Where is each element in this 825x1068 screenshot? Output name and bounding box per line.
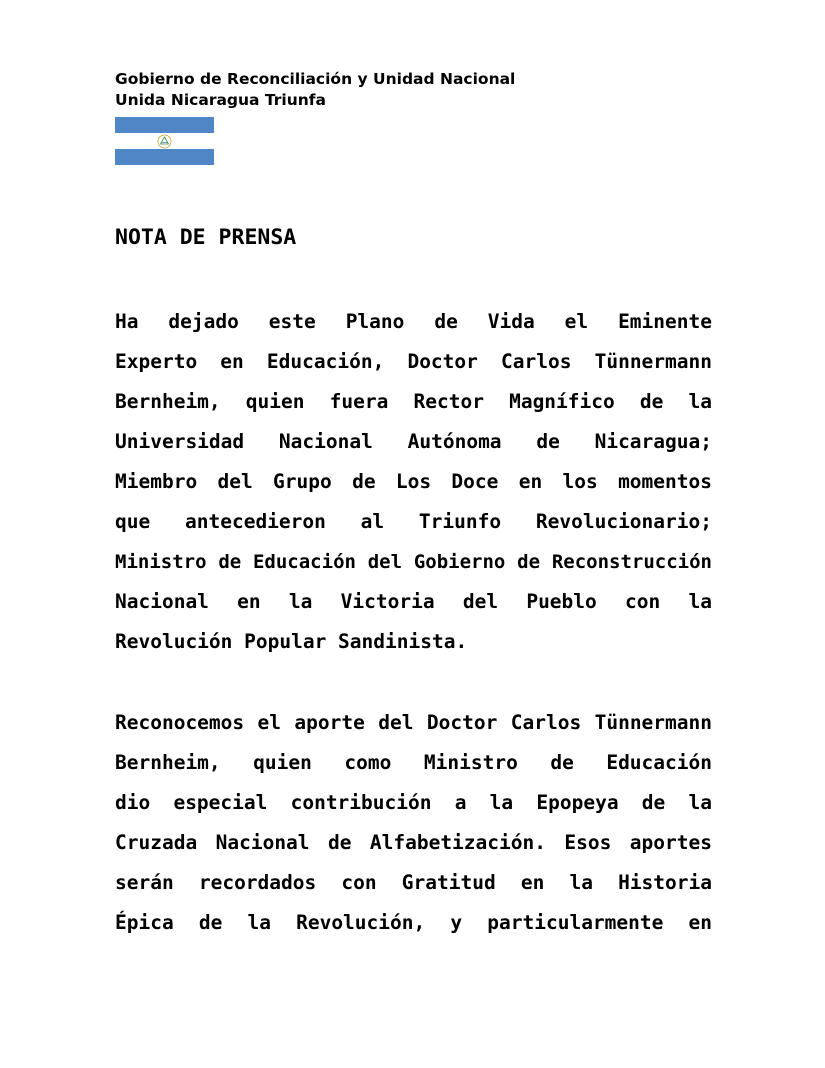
paragraph-line: Ministro de Educación del Gobierno de Reconstrucción bbox=[115, 551, 712, 573]
paragraph-line: que antecedieron al Triunfo Revolucionario; bbox=[115, 510, 712, 533]
flag-top-band bbox=[115, 117, 214, 133]
paragraph-line: Nacional en la Victoria del Pueblo con la bbox=[115, 590, 712, 613]
nicaragua-coat-of-arms-icon bbox=[157, 134, 172, 149]
document-header bbox=[115, 69, 515, 111]
nicaragua-flag-icon bbox=[115, 117, 214, 165]
paragraph-line: Miembro del Grupo de Los Doce en los momentos bbox=[115, 470, 712, 493]
paragraph-line: Experto en Educación, Doctor Carlos Tünnermann bbox=[115, 350, 712, 373]
paragraph-line: dio especial contribución a la Epopeya de la bbox=[115, 791, 712, 814]
paragraph-line: Bernheim, quien como Ministro de Educación bbox=[115, 751, 712, 774]
paragraph-line: Revolución Popular Sandinista. bbox=[115, 630, 468, 653]
paragraph-line: Universidad Nacional Autónoma de Nicaragua; bbox=[115, 430, 712, 453]
paragraph-line: Épica de la Revolución, y particularmente en bbox=[115, 911, 712, 934]
press-paragraph-1 bbox=[115, 302, 712, 662]
header-line-government: Gobierno de Reconciliación y Unidad Nacional bbox=[115, 70, 516, 88]
paragraph-line: Cruzada Nacional de Alfabetización. Esos aportes bbox=[115, 831, 712, 854]
paragraph-line: Ha dejado este Plano de Vida el Eminente bbox=[115, 310, 712, 333]
paragraph-line: serán recordados con Gratitud en la Historia bbox=[115, 871, 712, 894]
press-paragraph-2 bbox=[115, 703, 712, 943]
paragraph-line: Reconocemos el aporte del Doctor Carlos Tünnermann bbox=[115, 711, 712, 734]
header-line-slogan: Unida Nicaragua Triunfa bbox=[115, 91, 327, 109]
page-title: NOTA DE PRENSA bbox=[115, 225, 297, 250]
flag-bottom-band bbox=[115, 149, 214, 165]
paragraph-line: Bernheim, quien fuera Rector Magnífico de la bbox=[115, 390, 712, 413]
